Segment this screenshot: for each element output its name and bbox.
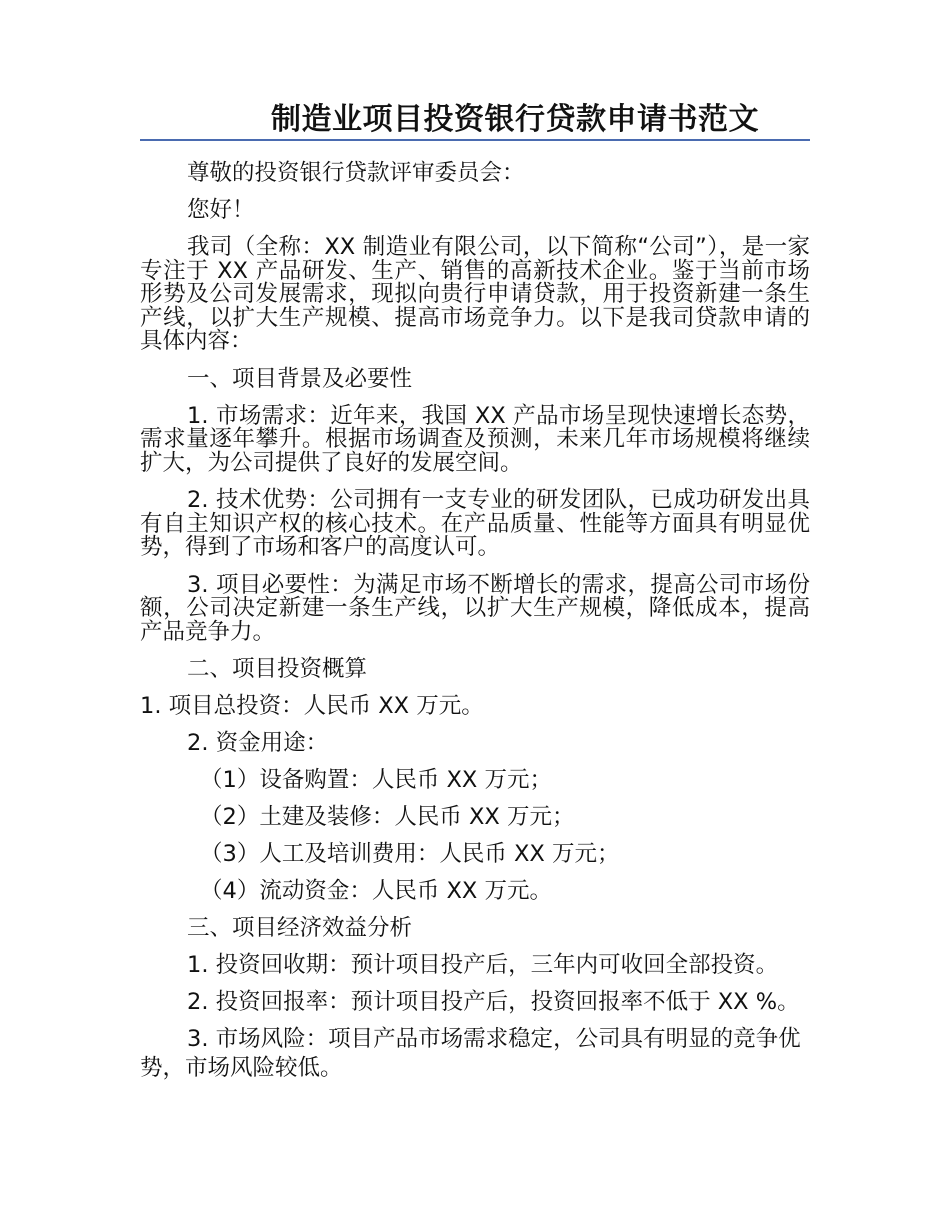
document-body [140, 155, 810, 1087]
fund-usage-item-4: （4）流动资金：人民币 XX 万元。 [200, 878, 552, 904]
salutation: 尊敬的投资银行贷款评审委员会： [187, 160, 525, 186]
fund-usage-item-2: （2）土建及装修：人民币 XX 万元； [200, 804, 575, 830]
section3-item-2: 2. 投资回报率：预计项目投产后，投资回报率不低于 XX %。 [187, 989, 800, 1015]
section-heading-2: 二、项目投资概算 [187, 656, 368, 682]
greeting: 您好！ [187, 197, 255, 223]
section3-item-1: 1. 投资回收期：预计项目投产后，三年内可收回全部投资。 [187, 952, 779, 978]
intro-paragraph: 我司（全称：XX 制造业有限公司，以下简称“公司”），是一家专注于 XX 产品研发、生产、销售的高新技术企业。鉴于当前市场形势及公司发展需求，现拟向贵行申请贷款，用于投资新建一条生产线，以扩大生产规模、提高市场竞争力。以下是我司贷款申请的具体内容： [140, 234, 810, 354]
section3-item-3: 3. 市场风险：项目产品市场需求稳定，公司具有明显的竞争优势，市场风险较低。 [140, 1026, 801, 1081]
section-heading-1: 一、项目背景及必要性 [187, 365, 413, 392]
section1-item-3: 3. 项目必要性：为满足市场不断增长的需求，提高公司市场份额，公司决定新建一条生产线，以扩大生产规模，降低成本，提高产品竞争力。 [140, 571, 810, 645]
fund-usage-item-1: （1）设备购置：人民币 XX 万元； [200, 767, 552, 793]
total-investment: 1. 项目总投资：人民币 XX 万元。 [140, 693, 484, 719]
section1-item-1: 1. 市场需求：近年来，我国 XX 产品市场呈现快速增长态势，需求量逐年攀升。根据市场调查及预测，未来几年市场规模将继续扩大，为公司提供了良好的发展空间。 [140, 402, 810, 476]
document-title: 制造业项目投资银行贷款申请书范文 [271, 102, 759, 137]
section-heading-3: 三、项目经济效益分析 [187, 915, 413, 941]
fund-usage-item-3: （3）人工及培训费用：人民币 XX 万元； [200, 841, 620, 867]
section1-item-2: 2. 技术优势：公司拥有一支专业的研发团队，已成功研发出具有自主知识产权的核心技术。在产品质量、性能等方面具有明显优势，得到了市场和客户的高度认可。 [140, 487, 810, 560]
fund-usage-label: 2. 资金用途： [187, 730, 329, 756]
title-underline [140, 139, 810, 141]
